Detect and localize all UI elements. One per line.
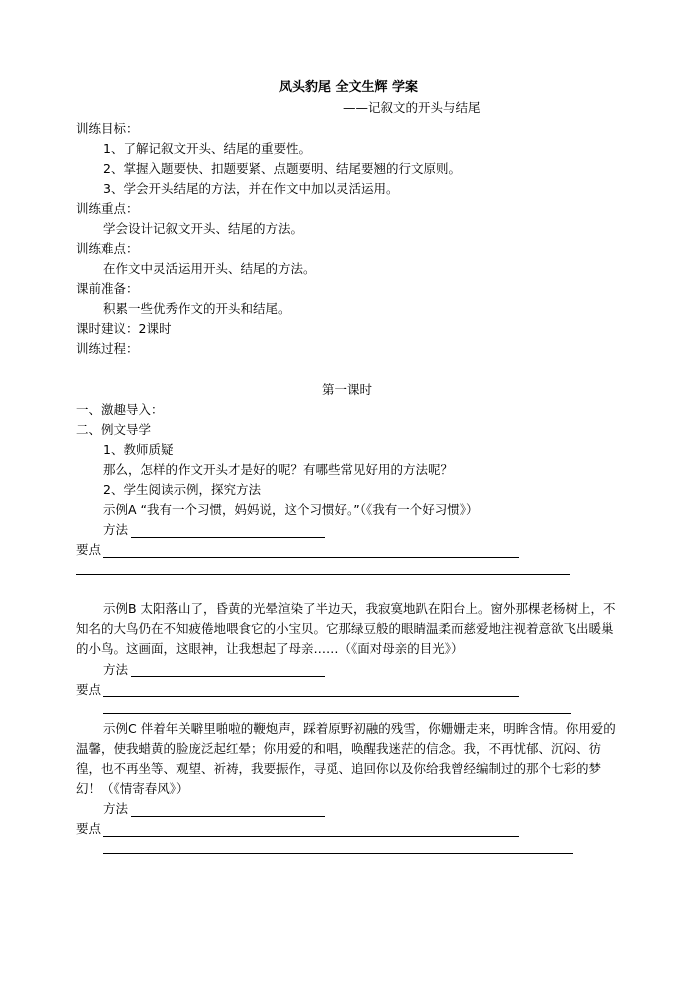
page-title: 凤头豹尾 全文生辉 学案 xyxy=(279,80,419,95)
goals-heading: 训练目标： xyxy=(76,121,139,136)
answer-line xyxy=(103,853,573,854)
focus-heading: 训练重点： xyxy=(76,201,139,216)
goal-item: 3、学会开头结尾的方法，并在作文中加以灵活运用。 xyxy=(103,181,399,196)
method-label: 方法 xyxy=(103,662,129,677)
reading-heading: 2、学生阅读示例，探究方法 xyxy=(103,482,261,497)
example-b: 示例B 太阳落山了，昏黄的光晕渲染了半边天，我寂寞地趴在阳台上。窗外那棵老杨树上，不知名的大鸟仍在不知疲倦地喂食它的小宝贝。它那绿豆般的眼睛温柔而慈爱地注视着意欲飞出暖巢的小鸟。这画面，这眼神，让我想起了母亲……（《面对母亲的目光》） xyxy=(76,601,616,656)
answer-line xyxy=(76,574,570,575)
focus-text: 学会设计记叙文开头、结尾的方法。 xyxy=(103,221,304,236)
lesson-title: 第一课时 xyxy=(322,382,373,397)
difficulty-heading: 训练难点： xyxy=(76,241,139,256)
example-c: 示例C 伴着年关噼里啪啦的鞭炮声，踩着原野初融的残雪，你姗姗走来，明眸含情。你用爱的温馨，使我蜡黄的脸庞泛起红晕；你用爱的和唱，唤醒我迷茫的信念。我，不再忧郁、沉闷、彷徨，也不再坐等、观望、祈祷，我要振作，寻觅、追回你以及你给我曾经编制过的那个七彩的梦幻！（《情寄春风》） xyxy=(76,721,616,796)
difficulty-text: 在作文中灵活运用开头、结尾的方法。 xyxy=(103,261,316,276)
page-subtitle: ——记叙文的开头与结尾 xyxy=(343,100,481,115)
answer-line xyxy=(103,713,571,714)
question-heading: 1、教师质疑 xyxy=(103,442,174,457)
point-label: 要点 xyxy=(76,542,102,557)
prep-text: 积累一些优秀作文的开头和结尾。 xyxy=(103,301,291,316)
class-hours: 课时建议：2课时 xyxy=(76,321,172,336)
method-label: 方法 xyxy=(103,801,129,816)
prep-heading: 课前准备： xyxy=(76,281,139,296)
goal-item: 2、掌握入题要快、扣题要紧、点题要明、结尾要翘的行文原则。 xyxy=(103,161,461,176)
point-answer-line xyxy=(103,557,519,558)
goal-item: 1、了解记叙文开头、结尾的重要性。 xyxy=(103,141,311,156)
method-answer-line xyxy=(131,816,325,817)
point-label: 要点 xyxy=(76,821,102,836)
process-heading: 训练过程： xyxy=(76,341,139,356)
method-answer-line xyxy=(131,537,325,538)
point-answer-line xyxy=(103,836,519,837)
example-a: 示例A “我有一个习惯，妈妈说，这个习惯好。”（《我有一个好习惯》） xyxy=(103,502,479,517)
point-answer-line xyxy=(103,696,519,697)
section-guide: 二、例文导学 xyxy=(76,422,152,437)
point-label: 要点 xyxy=(76,682,102,697)
section-intro: 一、激趣导入： xyxy=(76,402,164,417)
method-label: 方法 xyxy=(103,522,129,537)
question-text: 那么，怎样的作文开头才是好的呢？有哪些常见好用的方法呢？ xyxy=(103,462,454,477)
method-answer-line xyxy=(131,676,325,677)
